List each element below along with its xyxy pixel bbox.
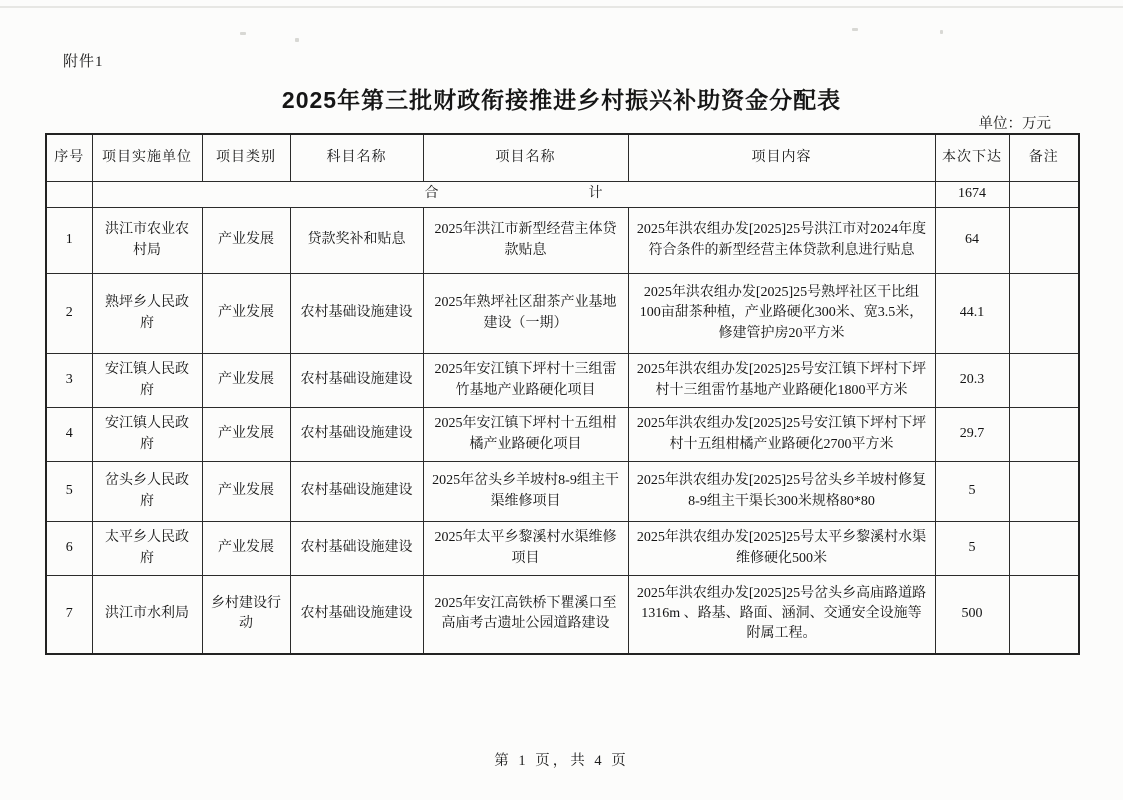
table-row xyxy=(46,274,1079,354)
cell-project-content: 2025年洪农组办发[2025]25号熟坪社区干比组100亩甜茶种植，产业路硬化300米、宽3.5米，修建管护房20平方米 xyxy=(628,274,935,354)
cell-project-name: 2025年安江镇下坪村十三组雷竹基地产业路硬化项目 xyxy=(423,354,628,408)
cell-remark xyxy=(1009,208,1079,274)
cell-project-category: 产业发展 xyxy=(202,354,290,408)
col-header-implementing-unit: 项目实施单位 xyxy=(92,134,202,182)
col-header-seq: 序号 xyxy=(46,134,92,182)
cell-project-content: 2025年洪农组办发[2025]25号洪江市对2024年度符合条件的新型经营主体贷款利息进行贴息 xyxy=(628,208,935,274)
scan-artifact-line xyxy=(0,6,1123,8)
cell-remark xyxy=(1009,274,1079,354)
cell-project-content: 2025年洪农组办发[2025]25号太平乡黎溪村水渠维修硬化500米 xyxy=(628,522,935,576)
cell-amount: 29.7 xyxy=(935,408,1009,462)
cell-project-category: 乡村建设行动 xyxy=(202,576,290,654)
cell-amount: 1674 xyxy=(935,182,1009,208)
cell-remark xyxy=(1009,522,1079,576)
cell-remark xyxy=(1009,182,1079,208)
table-row xyxy=(46,408,1079,462)
cell-subject-name: 农村基础设施建设 xyxy=(290,576,423,654)
cell-project-name: 2025年太平乡黎溪村水渠维修项目 xyxy=(423,522,628,576)
cell-remark xyxy=(1009,354,1079,408)
header-row xyxy=(46,134,1079,182)
cell-amount: 5 xyxy=(935,522,1009,576)
table-row xyxy=(46,576,1079,654)
cell-seq: 4 xyxy=(46,408,92,462)
cell-project-name: 2025年岔头乡羊坡村8-9组主干渠维修项目 xyxy=(423,462,628,522)
col-header-subject-name: 科目名称 xyxy=(290,134,423,182)
cell-project-category: 产业发展 xyxy=(202,274,290,354)
cell-project-category: 产业发展 xyxy=(202,522,290,576)
page-title: 2025年第三批财政衔接推进乡村振兴补助资金分配表 xyxy=(281,87,842,113)
col-header-project-name: 项目名称 xyxy=(423,134,628,182)
table-row xyxy=(46,208,1079,274)
col-header-amount: 本次下达 xyxy=(935,134,1009,182)
cell-remark xyxy=(1009,408,1079,462)
cell-subject-name: 农村基础设施建设 xyxy=(290,462,423,522)
cell-amount: 500 xyxy=(935,576,1009,654)
cell-project-content: 2025年洪农组办发[2025]25号安江镇下坪村下坪村十三组雷竹基地产业路硬化1800平方米 xyxy=(628,354,935,408)
cell-amount: 64 xyxy=(935,208,1009,274)
cell-remark xyxy=(1009,576,1079,654)
cell-seq: 6 xyxy=(46,522,92,576)
table-row xyxy=(46,462,1079,522)
cell-project-category: 产业发展 xyxy=(202,208,290,274)
cell-remark xyxy=(1009,462,1079,522)
cell-implementing-unit: 熟坪乡人民政府 xyxy=(92,274,202,354)
col-header-project-content: 项目内容 xyxy=(628,134,935,182)
scan-artifact-speck xyxy=(940,30,943,34)
cell-seq: 1 xyxy=(46,208,92,274)
total-label: 合 计 xyxy=(424,186,603,202)
cell-seq: 5 xyxy=(46,462,92,522)
cell-seq xyxy=(46,182,92,208)
cell-implementing-unit: 安江镇人民政府 xyxy=(92,408,202,462)
attachment-label: 附件1 xyxy=(63,54,104,70)
cell-project-name: 2025年安江高铁桥下瞿溪口至高庙考古遗址公园道路建设 xyxy=(423,576,628,654)
cell-implementing-unit: 洪江市农业农村局 xyxy=(92,208,202,274)
cell-project-name: 2025年洪江市新型经营主体贷款贴息 xyxy=(423,208,628,274)
table-row xyxy=(46,522,1079,576)
cell-project-name: 2025年熟坪社区甜茶产业基地建设（一期） xyxy=(423,274,628,354)
unit-label: 单位：万元 xyxy=(978,116,1051,132)
scan-artifact-speck xyxy=(240,32,246,35)
cell-project-content: 2025年洪农组办发[2025]25号岔头乡高庙路道路1316m 、路基、路面、涵洞、交通安全设施等附属工程。 xyxy=(628,576,935,654)
cell-amount: 20.3 xyxy=(935,354,1009,408)
cell-subject-name: 农村基础设施建设 xyxy=(290,408,423,462)
cell-implementing-unit: 洪江市水利局 xyxy=(92,576,202,654)
cell-amount: 5 xyxy=(935,462,1009,522)
total-row xyxy=(46,182,1079,208)
cell-project-name: 2025年安江镇下坪村十五组柑橘产业路硬化项目 xyxy=(423,408,628,462)
cell-subject-name: 贷款奖补和贴息 xyxy=(290,208,423,274)
table-body xyxy=(46,182,1079,654)
scan-artifact-speck xyxy=(852,28,858,31)
cell-subject-name: 农村基础设施建设 xyxy=(290,354,423,408)
cell-project-category: 产业发展 xyxy=(202,408,290,462)
allocation-table xyxy=(45,133,1080,655)
table-row xyxy=(46,354,1079,408)
cell-seq: 3 xyxy=(46,354,92,408)
cell-project-content: 2025年洪农组办发[2025]25号安江镇下坪村下坪村十五组柑橘产业路硬化2700平方米 xyxy=(628,408,935,462)
cell-seq: 2 xyxy=(46,274,92,354)
cell-project-category: 产业发展 xyxy=(202,462,290,522)
cell-subject-name: 农村基础设施建设 xyxy=(290,274,423,354)
cell-amount: 44.1 xyxy=(935,274,1009,354)
cell-implementing-unit: 岔头乡人民政府 xyxy=(92,462,202,522)
total-label-cell xyxy=(92,182,935,208)
scan-artifact-speck xyxy=(295,38,299,42)
cell-implementing-unit: 安江镇人民政府 xyxy=(92,354,202,408)
col-header-remark: 备注 xyxy=(1009,134,1079,182)
cell-seq: 7 xyxy=(46,576,92,654)
col-header-project-category: 项目类别 xyxy=(202,134,290,182)
cell-project-content: 2025年洪农组办发[2025]25号岔头乡羊坡村修复8-9组主干渠长300米规格80*80 xyxy=(628,462,935,522)
page-number: 第 1 页，共 4 页 xyxy=(494,753,629,769)
cell-subject-name: 农村基础设施建设 xyxy=(290,522,423,576)
cell-implementing-unit: 太平乡人民政府 xyxy=(92,522,202,576)
